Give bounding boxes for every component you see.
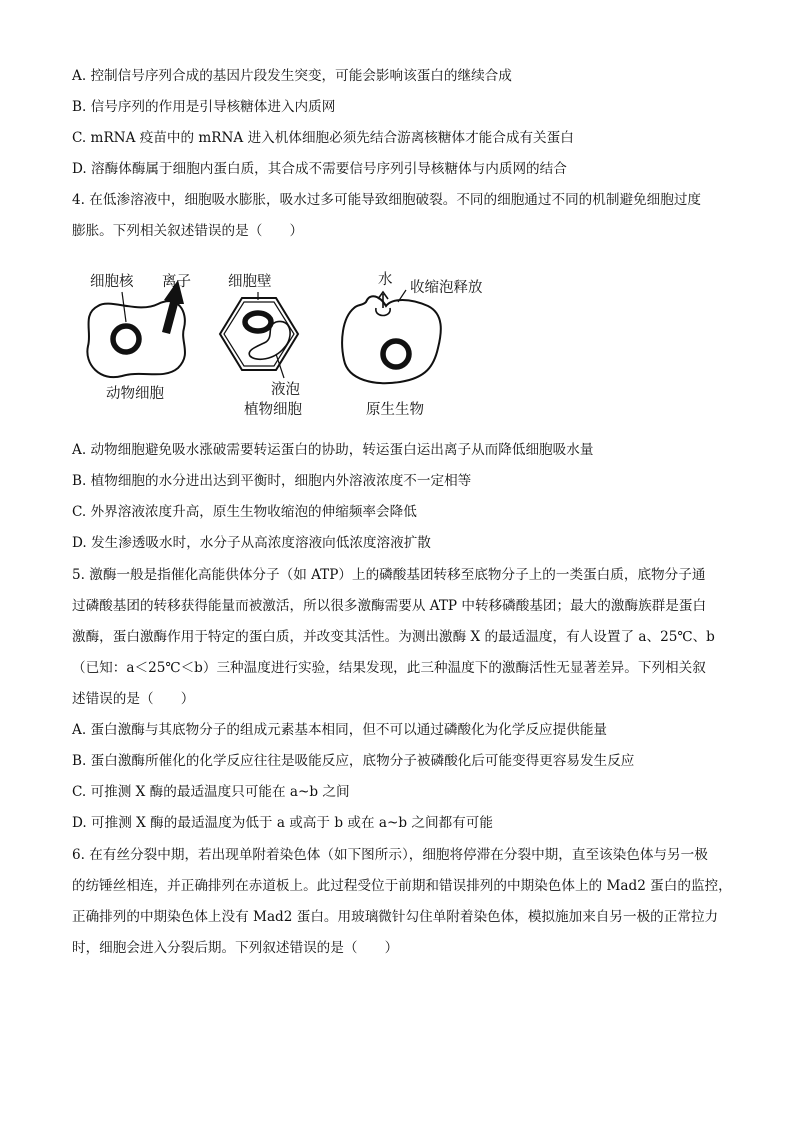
contractile-release-label: 收缩泡释放 [410,280,483,296]
line-q3-d: D. 溶酶体酶属于细胞内蛋白质，其合成不需要信号序列引导核糖体与内质网的结合 [72,161,567,177]
osmosis-figure [80,262,520,424]
line-q5-a: A. 蛋白激酶与其底物分子的组成元素基本相同，但不可以通过磷酸化为化学反应提供能量 [72,722,608,738]
plant-nucleus-icon [245,313,271,331]
line-q6-stem-2: 的纺锤丝相连，并正确排列在赤道板上。此过程受位于前期和错误排列的中期染色体上的 Mad2 蛋白的监控， [72,878,732,894]
line-q3-c: C. mRNA 疫苗中的 mRNA 进入机体细胞必须先结合游离核糖体才能合成有关蛋白 [72,130,574,146]
plant-cell [220,273,302,418]
line-q3-b: B. 信号序列的作用是引导核糖体进入内质网 [72,99,336,115]
ion-label: 离子 [162,274,191,290]
protist-cell [342,271,483,418]
animal-nucleus-icon [113,326,139,352]
protist-nucleus-icon [383,341,409,367]
animal-cell [87,272,191,402]
line-q5-c: C. 可推测 X 酶的最适温度只可能在 a~b 之间 [72,784,350,800]
vacuole-label: 液泡 [271,382,300,398]
line-q4-stem-2: 膨胀。下列相关叙述错误的是（ ） [72,223,304,239]
line-q3-a: A. 控制信号序列合成的基因片段发生突变，可能会影响该蛋白的继续合成 [72,68,512,84]
line-q6-stem-1: 6. 在有丝分裂中期，若出现单附着染色体（如下图所示），细胞将停滞在分裂中期，直至该染色体与另一极 [72,847,708,863]
contractile-vacuole [376,308,390,316]
nucleus-label: 细胞核 [90,274,134,290]
line-q5-stem-1: 5. 激酶一般是指催化高能供体分子（如 ATP）上的磷酸基团转移至底物分子上的一类蛋白质，底物分子通 [72,567,706,583]
line-q5-stem-2: 过磷酸基团的转移获得能量而被激活，所以很多激酶需要从 ATP 中转移磷酸基团；最大的激酶族群是蛋白 [72,598,707,614]
line-q5-stem-5: 述错误的是（ ） [72,691,195,707]
line-q5-d: D. 可推测 X 酶的最适温度为低于 a 或高于 b 或在 a~b 之间都有可能 [72,815,493,831]
line-q5-b: B. 蛋白激酶所催化的化学反应往往是吸能反应，底物分子被磷酸化后可能变得更容易发生反应 [72,753,635,769]
line-q5-stem-3: 激酶，蛋白激酶作用于特定的蛋白质，并改变其活性。为测出激酶 X 的最适温度，有人设置了 a、25℃、b [72,629,715,645]
cell-wall-label: 细胞壁 [228,274,272,290]
protist-caption: 原生生物 [366,402,424,418]
line-q6-stem-3: 正确排列的中期染色体上没有 Mad2 蛋白。用玻璃微针勾住单附着染色体，模拟施加来自另一极的正常拉力 [72,909,719,925]
line-q4-stem-1: 4. 在低渗溶液中，细胞吸水膨胀，吸水过多可能导致细胞破裂。不同的细胞通过不同的机制避免细胞过度 [72,192,702,208]
line-q4-c: C. 外界溶液浓度升高，原生生物收缩泡的伸缩频率会降低 [72,504,417,520]
line-q4-b: B. 植物细胞的水分进出达到平衡时，细胞内外溶液浓度不一定相等 [72,473,472,489]
line-q5-stem-4: （已知：a＜25℃＜b）三种温度进行实验，结果发现，此三种温度下的激酶活性无显著差异。下列相关叙 [72,660,706,676]
water-label: 水 [378,272,393,288]
line-q4-a: A. 动物细胞避免吸水涨破需要转运蛋白的协助，转运蛋白运出离子从而降低细胞吸水量 [72,442,594,458]
line-q4-d: D. 发生渗透吸水时，水分子从高浓度溶液向低浓度溶液扩散 [72,535,431,551]
plant-cell-caption: 植物细胞 [244,402,302,418]
line-q6-stem-4: 时，细胞会进入分裂后期。下列叙述错误的是（ ） [72,940,399,956]
animal-cell-caption: 动物细胞 [106,386,164,402]
